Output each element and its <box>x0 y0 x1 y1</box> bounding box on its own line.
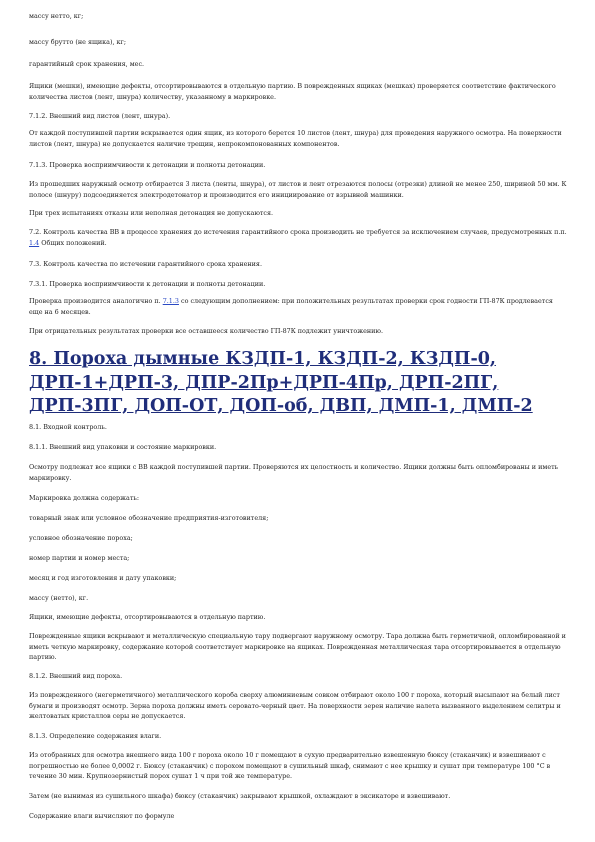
text-net-mass: массу нетто, кг; <box>29 12 84 20</box>
marking-item: товарный знак или условное обозначение предприятия-изготовителя; <box>29 514 269 522</box>
section-7-1-2: 7.1.2. Внешний вид листов (лент, шнура). <box>29 112 171 120</box>
section-8-1-1: 8.1.1. Внешний вид упаковки и состояние маркировки. <box>29 443 217 451</box>
text-gross-mass: массу брутто (не ящика), кг; <box>29 38 127 46</box>
section-7-3-1: 7.3.1. Проверка восприимчивости к детонации и полноты детонации. <box>29 280 266 288</box>
section-7-3: 7.3. Контроль качества по истечении гарантийного срока хранения. <box>29 260 262 268</box>
section-7-2-text: 7.2. Контроль качества ВВ в процессе хранения до истечения гарантийного срока производить не требуется за исключением случаев, предусмотренных п.п. <box>29 228 567 236</box>
text-shelf-life: гарантийный срок хранения, мес. <box>29 60 145 68</box>
paragraph-8-1-3: Из отобранных для осмотра внешнего вида 100 г пороха около 10 г помещают в сухую предварительно взвешенную бюксу (стаканчик) и взвешивают с погрешностью не более 0,0002 г. Бюксу (стаканчик) с порохом помещают в сушильный шкаф, снимают с нее крышку и сушат при температуре 100 °С в течение 30 мин. Крупнозернистый порох сушат 1 ч при той же температуре. <box>29 751 551 780</box>
link-1-4[interactable]: 1.4 <box>29 238 40 247</box>
section-7-2-text-end: Общих положений. <box>41 238 107 247</box>
section-8-1: 8.1. Входной контроль. <box>29 423 107 431</box>
paragraph-8-1-1: Осмотру подлежат все ящики с ВВ каждой поступившей партии. Проверяются их целостность и количество. Ящики должны быть опломбированы и иметь маркировку. <box>29 463 559 482</box>
paragraph-7-1-3: Из прошедших наружный осмотр отбирается 3 листа (ленты, шнура), от листов и лент отрезаются полосы (отрезки) длиной не менее 250, шириной 50 мм. К полосе (шнуру) подсоединяется электродетонатор и производится его инициирование от взрывной машинки. <box>29 180 567 199</box>
paragraph-7-1-2: От каждой поступившей партии вскрывается один ящик, из которого берется 10 листов (лент, шнура) для проведения наружного осмотра. На поверхности листов (лент, шнура) не допускается наличие трещин, непрокомпонованных компонентов. <box>29 129 562 148</box>
marking-item: номер партии и номер места; <box>29 554 130 562</box>
paragraph-7-3-1-text-end: со следующим дополнением: при положительных результатах проверки срок годности ГП-87К продлевается еще на 6 месяцев. <box>29 297 553 316</box>
paragraph-7-3-1 <box>29 296 567 317</box>
paragraph-negative-results: При отрицательных результатах проверки все оставшееся количество ГП-87К подлежит уничтожению. <box>29 327 383 335</box>
section-7-2 <box>29 227 567 248</box>
marking-item: массу (нетто), кг. <box>29 594 89 602</box>
paragraph-formula: Содержание влаги вычисляют по формуле <box>29 812 175 820</box>
heading-section-8: 8. Пороха дымные КЗДП-1, КЗДП-2, КЗДП-0, ДРП-1+ДРП-3, ДПР-2Пр+ДРП-4Пр, ДРП-2ПГ, ДРП-3ПГ, ДОП-ОТ, ДОП-об, ДВП, ДМП-1, ДМП-2 <box>29 349 533 416</box>
paragraph-damaged-boxes: Ящики (мешки), имеющие дефекты, отсортировываются в отдельную партию. В поврежденных ящиках (мешках) проверяется соответствие фактического количества листов (лент, шнура) количеству, указанному в маркировке. <box>29 82 556 101</box>
paragraph-cooling: Затем (не вынимая из сушильного шкафа) бюксу (стаканчик) закрывают крышкой, охлаждают в эксикаторе и взвешивают. <box>29 792 451 800</box>
section-8-1-3: 8.1.3. Определение содержания влаги. <box>29 732 162 740</box>
paragraph-8-1-2: Из поврежденного (негерметичного) металлического короба сверху алюминиевым совком отбирают около 100 г пороха, который высыпают на белый лист бумаги и производят осмотр. Зерна пороха должны иметь серовато-черный цвет. На поверхности зерен наличие налета вызванного выделением селитры и желтоватых кристаллов серы не допускается. <box>29 691 561 720</box>
paragraph-three-tests: При трех испытаниях отказы или неполная детонация не допускаются. <box>29 209 274 217</box>
section-7-1-3: 7.1.3. Проверка восприимчивости к детонации и полноты детонации. <box>29 161 266 169</box>
paragraph-damaged-metal-tare: Поврежденные ящики вскрывают и металлическую специальную тару подвергают наружному осмотру. Тара должна быть герметичной, опломбированной и иметь четкую маркировку, содержание которой соответствует маркировке на ящиках. Поврежденная металлическая тара отсортировывается в отдельную партию. <box>29 632 566 661</box>
link-7-1-3[interactable]: 7.1.3 <box>162 297 179 305</box>
paragraph-7-3-1-text: Проверка производится аналогично п. <box>29 297 161 305</box>
section-8-1-2: 8.1.2. Внешний вид пороха. <box>29 672 123 680</box>
paragraph-defective-boxes: Ящики, имеющие дефекты, отсортировываются в отдельную партию. <box>29 613 266 621</box>
marking-item: месяц и год изготовления и дату упаковки; <box>29 574 177 582</box>
paragraph-marking: Маркировка должна содержать: <box>29 494 139 502</box>
marking-item: условное обозначение пороха; <box>29 534 133 542</box>
